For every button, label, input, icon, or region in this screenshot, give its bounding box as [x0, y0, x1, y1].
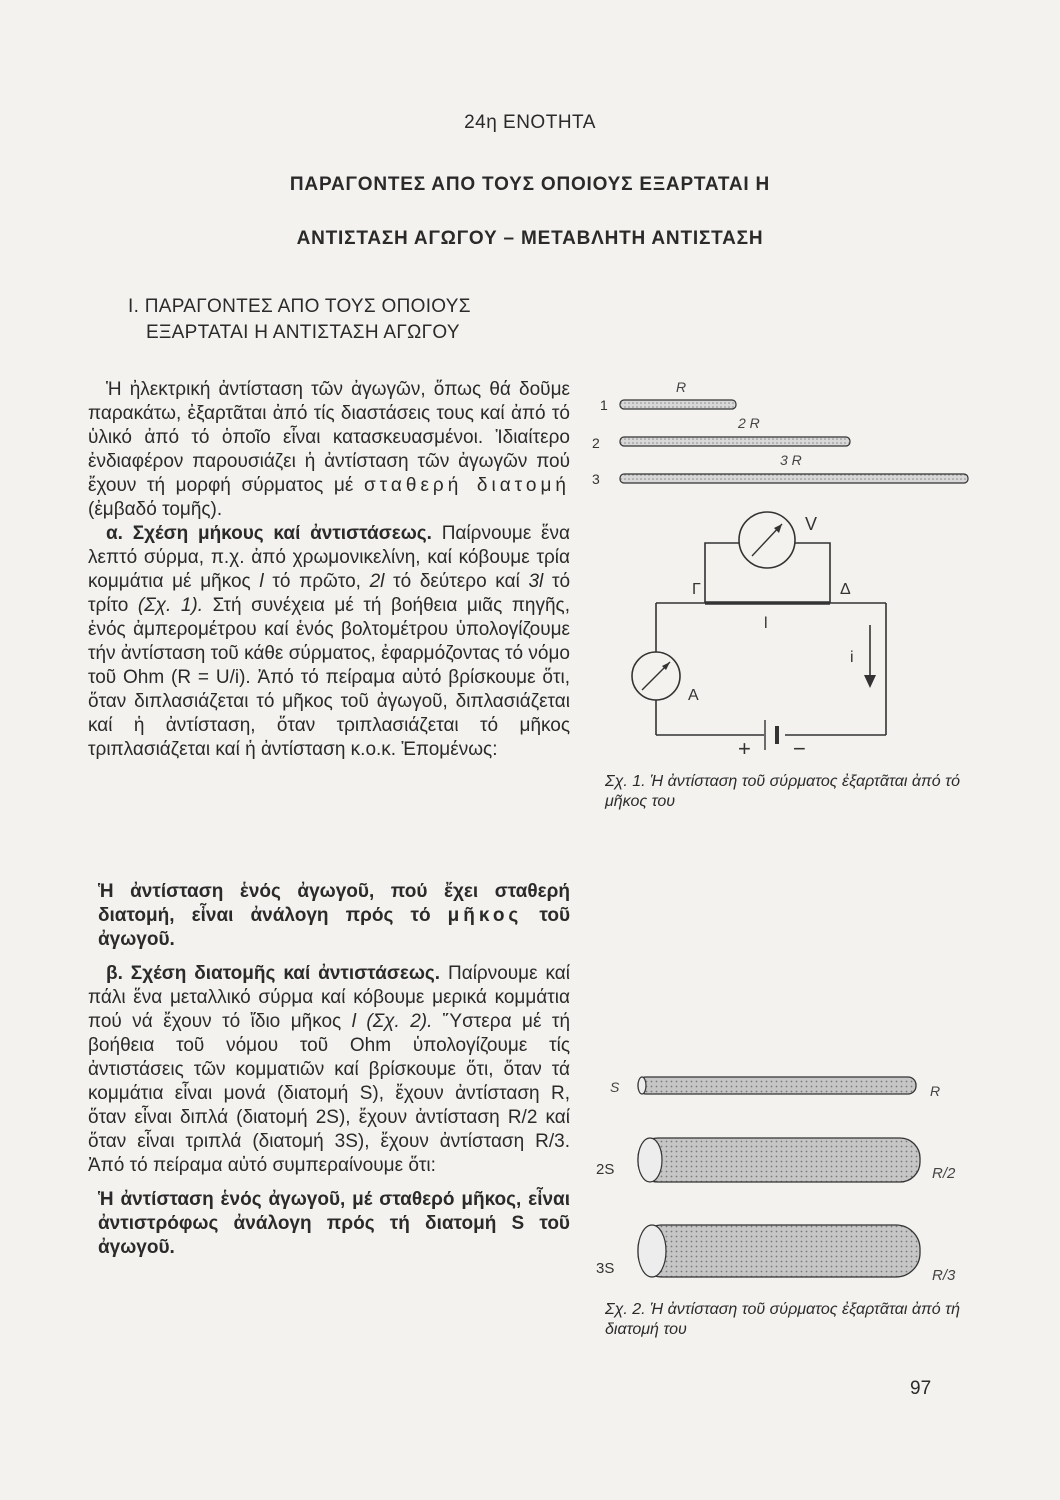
- alpha-figure-ref: (Σχ. 1).: [137, 595, 204, 616]
- battery-minus: −: [793, 736, 806, 761]
- alpha-text-5: Στή συνέχεια μέ τή βοήθεια μιᾶς πηγῆς, ἑνός ἀμπερομέτρου καί ἑνός βολτομέτρου ὑπολογίζουμε τήν ἀντίσταση τοῦ κάθε σύρματος, ἐφαρμόζοντας τό νόμο τοῦ Ohm (R = U/i). Ἀπό τό πείραμα αὐτό βρίσκουμε ὅτι, ὅταν διπλασιάζεται τό μῆκος τοῦ ἀγωγοῦ, διπλασιάζεται καί ἡ ἀντίσταση, ὅταν τριπλασιάζεται τό μῆκος τριπλασιάζεται καί ἡ ἀντίσταση κ.ο.κ. Ἐπομένως:: [88, 595, 570, 760]
- intro-text-end: (ἐμβαδό τομῆς).: [88, 499, 223, 520]
- battery-plus: +: [738, 736, 751, 761]
- wire-segment-l: l: [764, 615, 768, 632]
- rule-length-end: τοῦ ἀγωγοῦ.: [98, 905, 571, 950]
- resistance-r: R: [930, 1083, 941, 1099]
- alpha-paragraph: [88, 522, 570, 762]
- alpha-text-2: τό πρῶτο,: [272, 571, 361, 592]
- chapter-title-line-1: ΠΑΡΑΓΟΝΤΕΣ ΑΠΟ ΤΟΥΣ ΟΠΟΙΟΥΣ ΕΞΑΡΤΑΤΑΙ Η: [289, 174, 771, 195]
- node-gamma: Γ: [692, 581, 701, 598]
- rule-length-text: Ἡ ἀντίσταση ἑνός ἀγωγοῦ, πού ἔχει σταθερή διατομή, εἶναι ἀνάλογη πρός τό: [98, 881, 570, 926]
- wire-number-3: 3: [592, 471, 600, 487]
- ammeter-symbol: [632, 652, 680, 700]
- figure-2-caption-text: Ἡ ἀντίσταση τοῦ σύρματος ἐξαρτᾶται ἀπό τή διατομή του: [605, 1301, 960, 1338]
- circuit-diagram: [656, 543, 886, 750]
- wire-label-2r: 2 R: [738, 415, 760, 431]
- voltmeter-symbol: [739, 512, 795, 568]
- wire-label-3r: 3 R: [780, 452, 802, 468]
- voltmeter-label: V: [805, 514, 818, 534]
- rule-length-emphasis: μῆκος: [447, 905, 523, 926]
- figure-1-caption: [605, 772, 985, 812]
- resistance-r2: R/2: [932, 1165, 956, 1182]
- beta-figure-ref: l (Σχ. 2).: [351, 1011, 433, 1032]
- alpha-text-4: τό τρίτο: [88, 571, 571, 616]
- resistance-r3: R/3: [932, 1267, 956, 1284]
- beta-paragraph: [88, 962, 570, 1178]
- alpha-length-2l: 2l: [369, 571, 385, 592]
- figure-1-caption-text: Ἡ ἀντίσταση τοῦ σύρματος ἐξαρτᾶται ἀπό τό μῆκος του: [605, 773, 960, 810]
- alpha-length-l: l: [259, 571, 264, 592]
- figure-2-caption: [605, 1300, 985, 1340]
- wire-1: [620, 400, 736, 409]
- wire-3: [620, 474, 968, 483]
- section-heading-line-1: Ι. ΠΑΡΑΓΟΝΤΕΣ ΑΠΟ ΤΟΥΣ ΟΠΟΙΟΥΣ: [128, 296, 471, 317]
- intro-paragraph: [88, 378, 570, 522]
- figure-1-ref: Σχ. 1.: [605, 773, 646, 790]
- cross-section-s: S: [610, 1079, 620, 1095]
- intro-text: Ἡ ἠλεκτρική ἀντίσταση τῶν ἀγωγῶν, ὅπως θά δοῦμε παρακάτω, ἐξαρτᾶται ἀπό τίς διαστάσεις τους καί ἀπό τό ὑλικό ἀπό τό ὁποῖο εἶναι κατασκευασμένοι. Ἰδιαίτερο ἐνδιαφέρον παρουσιάζει ἡ ἀντίσταση τῶν ἀγωγῶν πού ἔχουν τή μορφή σύρματος μέ: [88, 379, 570, 496]
- section-heading-line-2: ΕΞΑΡΤΑΤΑΙ Η ΑΝΤΙΣΤΑΣΗ ΑΓΩΓΟΥ: [146, 322, 460, 343]
- text-column-upper: [88, 378, 570, 762]
- cross-section-2s: 2S: [596, 1161, 615, 1178]
- beta-text-1: Παίρνουμε καί πάλι ἕνα μεταλλικό σύρμα καί κόβουμε μερικά κομμάτια πού νά ἔχουν τό ἴδιο μῆκος: [88, 963, 570, 1032]
- beta-heading: β. Σχέση διατομῆς καί ἀντιστάσεως.: [106, 963, 441, 984]
- wire-number-1: 1: [600, 397, 608, 413]
- text-column-lower: [88, 880, 570, 1270]
- alpha-text-3: τό δεύτερο καί: [393, 571, 520, 592]
- unit-label: 24η ΕΝΟΤΗΤΑ: [464, 112, 596, 133]
- intro-emphasis: σταθερή διατομή: [363, 475, 570, 496]
- figure-1: [580, 370, 1000, 770]
- figure-2-ref: Σχ. 2.: [605, 1301, 646, 1318]
- page-number: 97: [910, 1378, 932, 1399]
- current-label: i: [850, 649, 854, 666]
- current-arrow: [864, 675, 876, 688]
- figure-2: [590, 1060, 990, 1290]
- wire-label-r: R: [676, 379, 687, 395]
- alpha-text-1: Παίρνουμε ἕνα λεπτό σύρμα, π.χ. ἀπό χρωμονικελίνη, καί κόβουμε τρία κομμάτια μέ μῆκος: [88, 523, 571, 592]
- alpha-heading: α. Σχέση μήκους καί ἀντιστάσεως.: [106, 523, 432, 544]
- rule-length: [98, 880, 570, 952]
- wire-number-2: 2: [592, 435, 600, 451]
- wire-2: [620, 437, 850, 446]
- rule-cross-section: Ἡ ἀντίσταση ἑνός ἀγωγοῦ, μέ σταθερό μῆκος, εἶναι ἀντιστρόφως ἀνάλογη πρός τή διατομή S τοῦ ἀγωγοῦ.: [98, 1189, 570, 1258]
- ammeter-label: A: [688, 687, 699, 704]
- cross-section-3s: 3S: [596, 1260, 615, 1277]
- wire-triple: [638, 1225, 920, 1277]
- chapter-title-line-2: ΑΝΤΙΣΤΑΣΗ ΑΓΩΓΟΥ – ΜΕΤΑΒΛΗΤΗ ΑΝΤΙΣΤΑΣΗ: [296, 228, 764, 249]
- beta-text-2: Ὕστερα μέ τή βοήθεια τοῦ νόμου τοῦ Ohm ὑπολογίζουμε τίς ἀντιστάσεις τῶν κομματιῶν καί βρίσκουμε ὅτι, ὅταν τά κομμάτια εἶναι μονά (διατομή S), ἔχουν ἀντίσταση R, ὅταν εἶναι διπλά (διατομή 2S), ἔχουν ἀντίσταση R/2 καί ὅταν εἶναι τριπλά (διατομή 3S), ἔχουν ἀντίσταση R/3. Ἀπό τό πείραμα αὐτό συμπεραίνουμε ὅτι:: [88, 1011, 571, 1176]
- wire-single: [638, 1077, 916, 1094]
- wire-double: [638, 1138, 920, 1182]
- section-heading: [128, 294, 471, 346]
- alpha-length-3l: 3l: [528, 571, 544, 592]
- node-delta: Δ: [840, 581, 851, 598]
